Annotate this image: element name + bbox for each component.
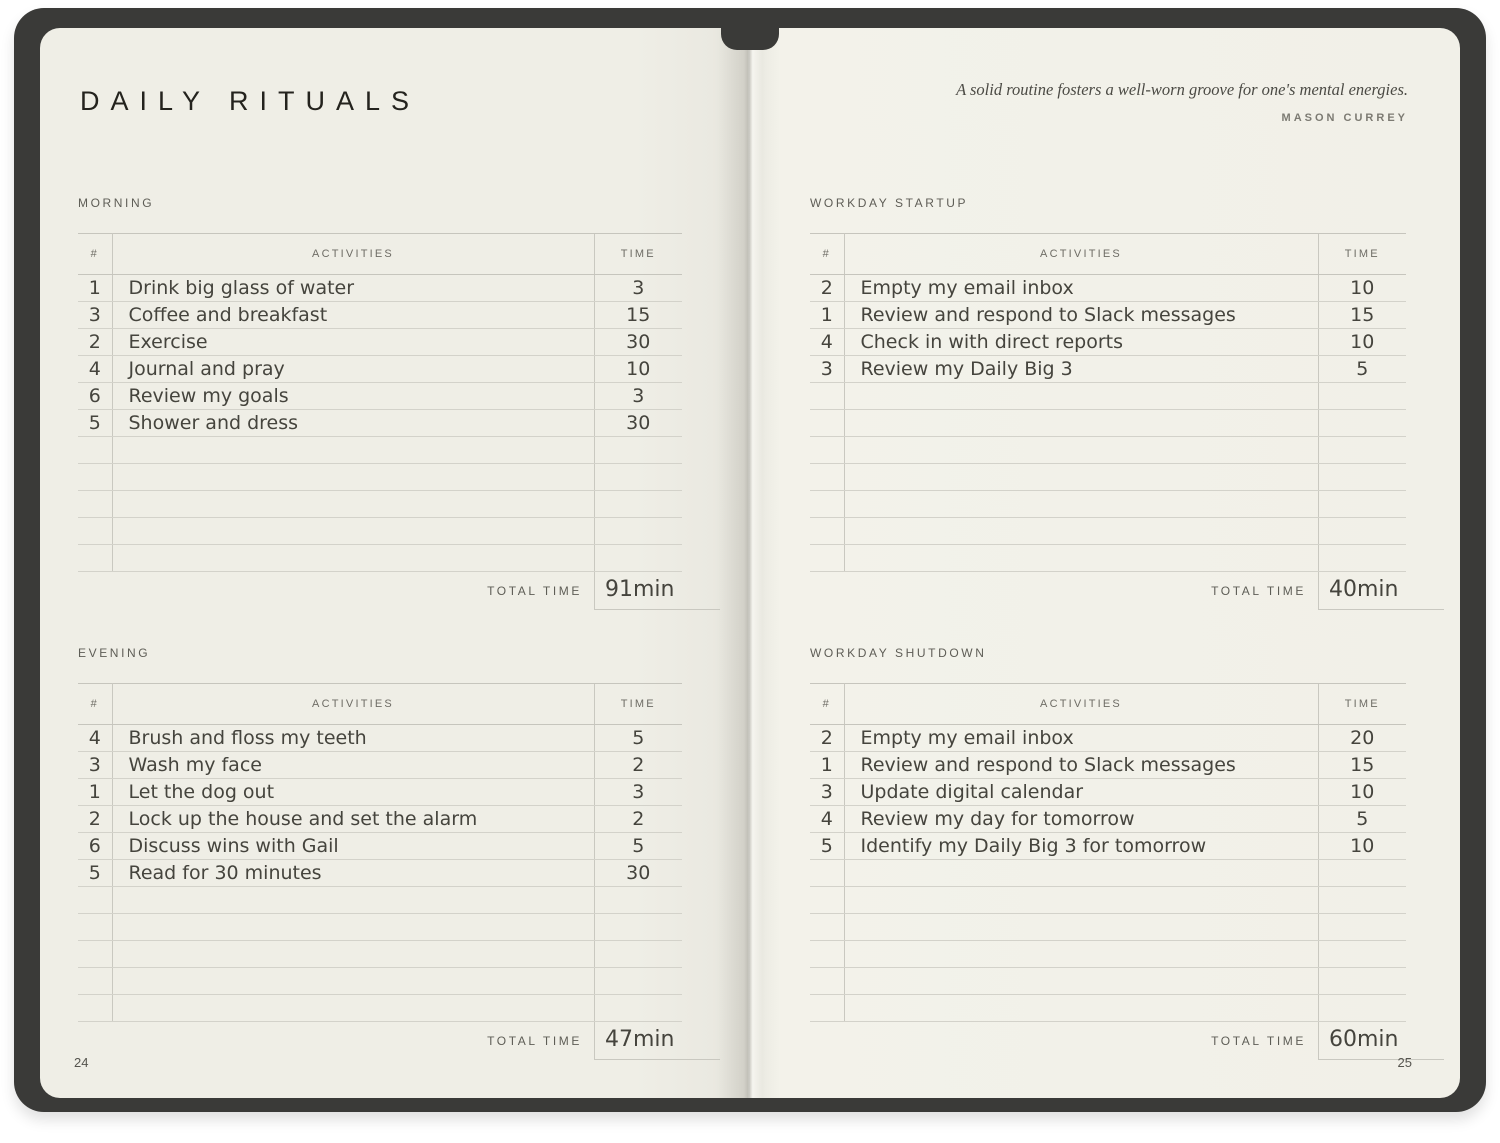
row-order-number: 3 (78, 302, 112, 329)
total-time-value: 91min (594, 572, 720, 610)
row-time (1318, 860, 1406, 887)
row-order-number: 3 (810, 779, 844, 806)
table-row-empty (78, 491, 682, 518)
row-time: 30 (594, 860, 682, 887)
row-order-number (78, 995, 112, 1022)
table-row-empty (78, 941, 682, 968)
row-time: 10 (1318, 779, 1406, 806)
row-activity: Exercise (112, 329, 594, 356)
row-order-number: 2 (78, 329, 112, 356)
table-row (810, 329, 1406, 356)
row-activity: Lock up the house and set the alarm (112, 806, 594, 833)
row-time: 10 (1318, 329, 1406, 356)
table-row (78, 752, 682, 779)
ritual-table (810, 683, 1406, 1022)
row-activity (844, 914, 1318, 941)
row-activity: Identify my Daily Big 3 for tomorrow (844, 833, 1318, 860)
row-activity: Review my day for tomorrow (844, 806, 1318, 833)
total-row (810, 572, 1406, 610)
section-label: WORKDAY SHUTDOWN (810, 646, 987, 660)
row-time: 15 (1318, 752, 1406, 779)
row-time (594, 464, 682, 491)
row-activity: Coffee and breakfast (112, 302, 594, 329)
table-header-row (810, 234, 1406, 275)
section-workday-startup (810, 196, 1406, 610)
row-order-number: 3 (78, 752, 112, 779)
row-time (594, 995, 682, 1022)
row-time (594, 518, 682, 545)
row-time: 5 (594, 725, 682, 752)
row-activity: Review and respond to Slack messages (844, 752, 1318, 779)
table-row (78, 329, 682, 356)
row-order-number (78, 941, 112, 968)
row-order-number: 1 (78, 275, 112, 302)
quote-block (848, 80, 1408, 124)
row-activity (844, 860, 1318, 887)
row-activity: Discuss wins with Gail (112, 833, 594, 860)
row-time (1318, 437, 1406, 464)
row-time (1318, 887, 1406, 914)
row-time: 15 (594, 302, 682, 329)
row-time (594, 887, 682, 914)
section-evening (78, 646, 682, 1060)
row-time: 10 (1318, 275, 1406, 302)
row-activity: Let the dog out (112, 779, 594, 806)
row-activity (844, 437, 1318, 464)
ritual-table (78, 233, 682, 572)
page-left (40, 28, 748, 1098)
row-activity: Empty my email inbox (844, 725, 1318, 752)
row-order-number: 2 (810, 725, 844, 752)
row-activity (844, 968, 1318, 995)
total-row (810, 1022, 1406, 1060)
row-time: 2 (594, 752, 682, 779)
row-order-number (810, 968, 844, 995)
row-activity: Wash my face (112, 752, 594, 779)
row-order-number (810, 887, 844, 914)
row-time (1318, 545, 1406, 572)
row-time (594, 437, 682, 464)
quote-attribution: MASON CURREY (1281, 112, 1408, 124)
row-order-number (810, 437, 844, 464)
row-order-number (810, 464, 844, 491)
row-time: 30 (594, 410, 682, 437)
column-header-activities: ACTIVITIES (112, 234, 594, 275)
row-activity: Drink big glass of water (112, 275, 594, 302)
table-row-empty (810, 968, 1406, 995)
table-row (78, 806, 682, 833)
row-order-number: 1 (810, 302, 844, 329)
row-order-number (78, 491, 112, 518)
row-order-number: 6 (78, 833, 112, 860)
row-time (1318, 464, 1406, 491)
row-activity (112, 545, 594, 572)
row-activity (844, 941, 1318, 968)
row-order-number: 5 (810, 833, 844, 860)
table-row (810, 806, 1406, 833)
row-activity (112, 914, 594, 941)
row-time: 5 (1318, 806, 1406, 833)
row-order-number (810, 941, 844, 968)
row-activity (844, 518, 1318, 545)
row-activity: Brush and floss my teeth (112, 725, 594, 752)
total-time-value: 40min (1318, 572, 1444, 610)
table-row (78, 833, 682, 860)
column-header-time: TIME (594, 684, 682, 725)
table-row (810, 779, 1406, 806)
row-order-number: 2 (810, 275, 844, 302)
row-time (594, 491, 682, 518)
row-time (1318, 410, 1406, 437)
row-time (1318, 995, 1406, 1022)
table-row (78, 779, 682, 806)
row-activity (844, 464, 1318, 491)
section-label: MORNING (78, 196, 155, 210)
row-order-number (810, 410, 844, 437)
row-order-number: 3 (810, 356, 844, 383)
table-row-empty (78, 887, 682, 914)
table-row (78, 275, 682, 302)
column-header-time: TIME (1318, 684, 1406, 725)
row-activity (112, 995, 594, 1022)
row-activity (844, 383, 1318, 410)
total-time-label: TOTAL TIME (487, 1034, 582, 1048)
table-row-empty (810, 941, 1406, 968)
table-header-row (810, 684, 1406, 725)
table-row-empty (810, 464, 1406, 491)
row-order-number: 1 (78, 779, 112, 806)
row-activity: Review my goals (112, 383, 594, 410)
row-activity (112, 968, 594, 995)
row-time (1318, 914, 1406, 941)
total-time-label: TOTAL TIME (1211, 584, 1306, 598)
table-row-empty (810, 860, 1406, 887)
row-order-number (78, 968, 112, 995)
page-number-right: 25 (1397, 1055, 1412, 1070)
row-activity (844, 545, 1318, 572)
table-row-empty (78, 464, 682, 491)
row-time: 10 (1318, 833, 1406, 860)
row-order-number (810, 383, 844, 410)
column-header-num: # (810, 684, 844, 725)
spine-notch (721, 26, 779, 50)
table-row-empty (810, 383, 1406, 410)
table-row-empty (78, 914, 682, 941)
row-order-number: 4 (810, 329, 844, 356)
table-header-row (78, 684, 682, 725)
column-header-num: # (78, 234, 112, 275)
row-activity: Empty my email inbox (844, 275, 1318, 302)
total-time-value: 60min (1318, 1022, 1444, 1060)
row-order-number (810, 491, 844, 518)
table-row (78, 725, 682, 752)
table-row (810, 302, 1406, 329)
total-row (78, 1022, 682, 1060)
column-header-activities: ACTIVITIES (844, 234, 1318, 275)
row-order-number: 5 (78, 410, 112, 437)
page-right (748, 28, 1460, 1098)
table-row (810, 725, 1406, 752)
row-order-number (810, 860, 844, 887)
total-time-label: TOTAL TIME (1211, 1034, 1306, 1048)
row-time: 2 (594, 806, 682, 833)
table-row (78, 860, 682, 887)
row-activity: Shower and dress (112, 410, 594, 437)
row-time: 5 (1318, 356, 1406, 383)
row-order-number (78, 437, 112, 464)
row-time (1318, 941, 1406, 968)
row-time (594, 941, 682, 968)
row-order-number (810, 995, 844, 1022)
ritual-table (810, 233, 1406, 572)
row-activity (844, 887, 1318, 914)
row-time (1318, 491, 1406, 518)
row-activity (844, 995, 1318, 1022)
book-cover (14, 8, 1486, 1112)
row-activity (844, 491, 1318, 518)
row-activity: Review my Daily Big 3 (844, 356, 1318, 383)
row-order-number: 4 (78, 725, 112, 752)
row-order-number (78, 914, 112, 941)
row-order-number (810, 545, 844, 572)
row-time (1318, 383, 1406, 410)
section-label: WORKDAY STARTUP (810, 196, 969, 210)
row-order-number (78, 518, 112, 545)
row-activity (112, 518, 594, 545)
table-row (810, 833, 1406, 860)
page-title: DAILY RITUALS (80, 86, 421, 116)
row-activity (112, 887, 594, 914)
column-header-activities: ACTIVITIES (844, 684, 1318, 725)
row-activity (112, 941, 594, 968)
table-row-empty (810, 518, 1406, 545)
row-activity: Read for 30 minutes (112, 860, 594, 887)
row-time: 5 (594, 833, 682, 860)
table-row-empty (810, 995, 1406, 1022)
table-row-empty (78, 968, 682, 995)
row-order-number: 1 (810, 752, 844, 779)
table-row (810, 275, 1406, 302)
row-order-number: 4 (78, 356, 112, 383)
table-row (810, 752, 1406, 779)
quote-text: A solid routine fosters a well-worn groove for one's mental energies. (956, 80, 1408, 99)
row-order-number: 6 (78, 383, 112, 410)
column-header-time: TIME (1318, 234, 1406, 275)
column-header-num: # (78, 684, 112, 725)
column-header-num: # (810, 234, 844, 275)
section-label: EVENING (78, 646, 151, 660)
row-activity (112, 491, 594, 518)
row-time (594, 914, 682, 941)
row-activity: Review and respond to Slack messages (844, 302, 1318, 329)
row-activity: Update digital calendar (844, 779, 1318, 806)
row-activity (112, 437, 594, 464)
table-row (78, 302, 682, 329)
column-header-activities: ACTIVITIES (112, 684, 594, 725)
table-row-empty (78, 437, 682, 464)
row-time (1318, 518, 1406, 545)
row-order-number (810, 914, 844, 941)
row-time: 20 (1318, 725, 1406, 752)
row-activity (112, 464, 594, 491)
row-time (594, 545, 682, 572)
row-order-number (78, 464, 112, 491)
row-time (1318, 968, 1406, 995)
row-order-number (78, 545, 112, 572)
section-morning (78, 196, 682, 610)
table-row-empty (810, 491, 1406, 518)
total-row (78, 572, 682, 610)
row-order-number (78, 887, 112, 914)
table-row (78, 383, 682, 410)
row-order-number: 4 (810, 806, 844, 833)
row-time: 3 (594, 779, 682, 806)
row-time: 30 (594, 329, 682, 356)
table-row (78, 356, 682, 383)
table-row-empty (810, 887, 1406, 914)
row-time: 3 (594, 383, 682, 410)
table-row (810, 356, 1406, 383)
ritual-table (78, 683, 682, 1022)
row-time (594, 968, 682, 995)
total-time-label: TOTAL TIME (487, 584, 582, 598)
row-time: 10 (594, 356, 682, 383)
table-row-empty (810, 545, 1406, 572)
row-order-number (810, 518, 844, 545)
table-row-empty (810, 437, 1406, 464)
table-row-empty (810, 410, 1406, 437)
row-order-number: 2 (78, 806, 112, 833)
column-header-time: TIME (594, 234, 682, 275)
page-number-left: 24 (74, 1055, 89, 1070)
row-activity: Check in with direct reports (844, 329, 1318, 356)
row-activity (844, 410, 1318, 437)
open-pages (40, 28, 1460, 1098)
table-row-empty (78, 545, 682, 572)
table-row-empty (78, 518, 682, 545)
section-workday-shutdown (810, 646, 1406, 1060)
table-row-empty (810, 914, 1406, 941)
total-time-value: 47min (594, 1022, 720, 1060)
row-time: 15 (1318, 302, 1406, 329)
table-row-empty (78, 995, 682, 1022)
row-time: 3 (594, 275, 682, 302)
table-header-row (78, 234, 682, 275)
row-order-number: 5 (78, 860, 112, 887)
table-row (78, 410, 682, 437)
row-activity: Journal and pray (112, 356, 594, 383)
